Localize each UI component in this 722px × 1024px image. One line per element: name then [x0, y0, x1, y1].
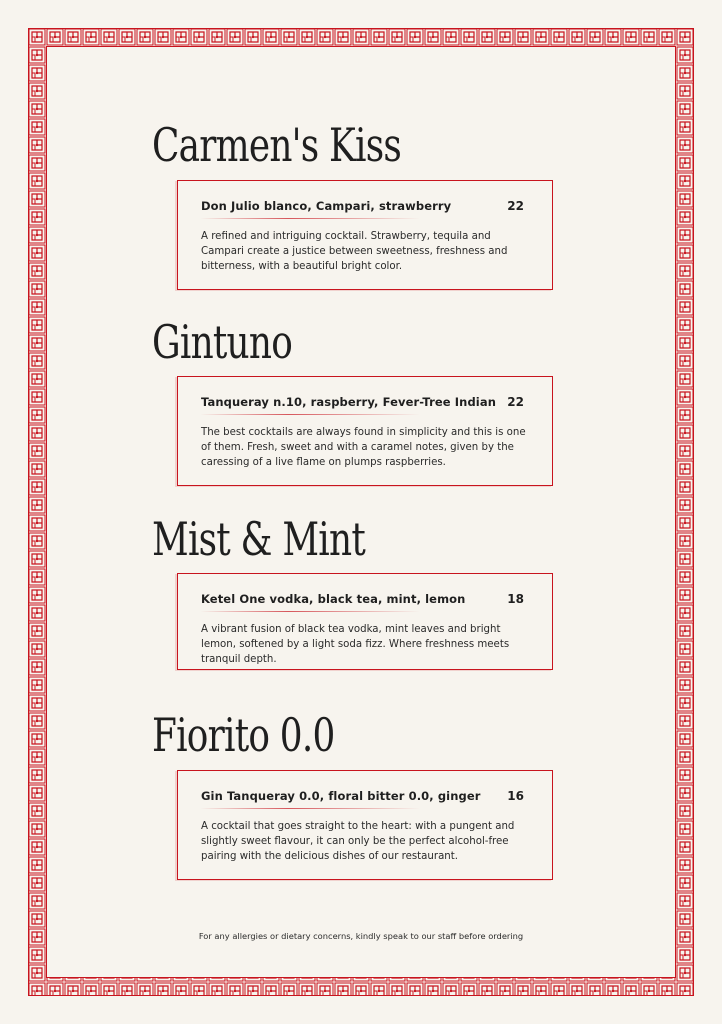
allergy-note: For any allergies or dietary concerns, kindly speak to our staff before ordering — [198, 931, 524, 941]
item-description: A cocktail that goes straight to the heart: with a pungent and slightly sweet flavour, it can only be the perfect alcohol-free pairing with the delicious dishes of our restaurant. — [201, 821, 515, 862]
item-price: 22 — [507, 199, 524, 213]
item-card — [177, 180, 553, 290]
item-title: Carmen's Kiss — [152, 118, 402, 172]
item-title: Fiorito 0.0 — [152, 708, 335, 762]
menu-item-mist-and-mint — [0, 512, 722, 686]
item-ingredients: Don Julio blanco, Campari, strawberry — [201, 199, 452, 213]
item-card — [177, 770, 553, 880]
item-description: A refined and intriguing cocktail. Strawberry, tequila and Campari create a justice between sweetness, freshness and bitterness, with a beautiful bright color. — [201, 231, 508, 272]
item-price: 18 — [507, 592, 524, 606]
menu-item-fiorito — [0, 708, 722, 882]
item-ingredients: Gin Tanqueray 0.0, floral bitter 0.0, ginger — [201, 789, 481, 803]
item-description: A vibrant fusion of black tea vodka, mint leaves and bright lemon, softened by a light soda fizz. Where freshness meets tranquil depth. — [201, 624, 510, 665]
item-card — [177, 376, 553, 486]
menu-item-gintuno — [0, 315, 722, 489]
item-title: Mist & Mint — [152, 512, 365, 566]
item-ingredients: Ketel One vodka, black tea, mint, lemon — [201, 592, 466, 606]
item-price: 22 — [507, 395, 524, 409]
item-price: 16 — [507, 789, 524, 803]
item-ingredients: Tanqueray n.10, raspberry, Fever-Tree Indian — [201, 395, 496, 409]
item-title: Gintuno — [152, 315, 293, 369]
menu-item-carmens-kiss — [0, 118, 722, 292]
item-description: The best cocktails are always found in simplicity and this is one of them. Fresh, sweet and with a caramel notes, given by the caressing of a live flame on plumps raspberries. — [201, 427, 526, 468]
item-card — [177, 573, 553, 670]
